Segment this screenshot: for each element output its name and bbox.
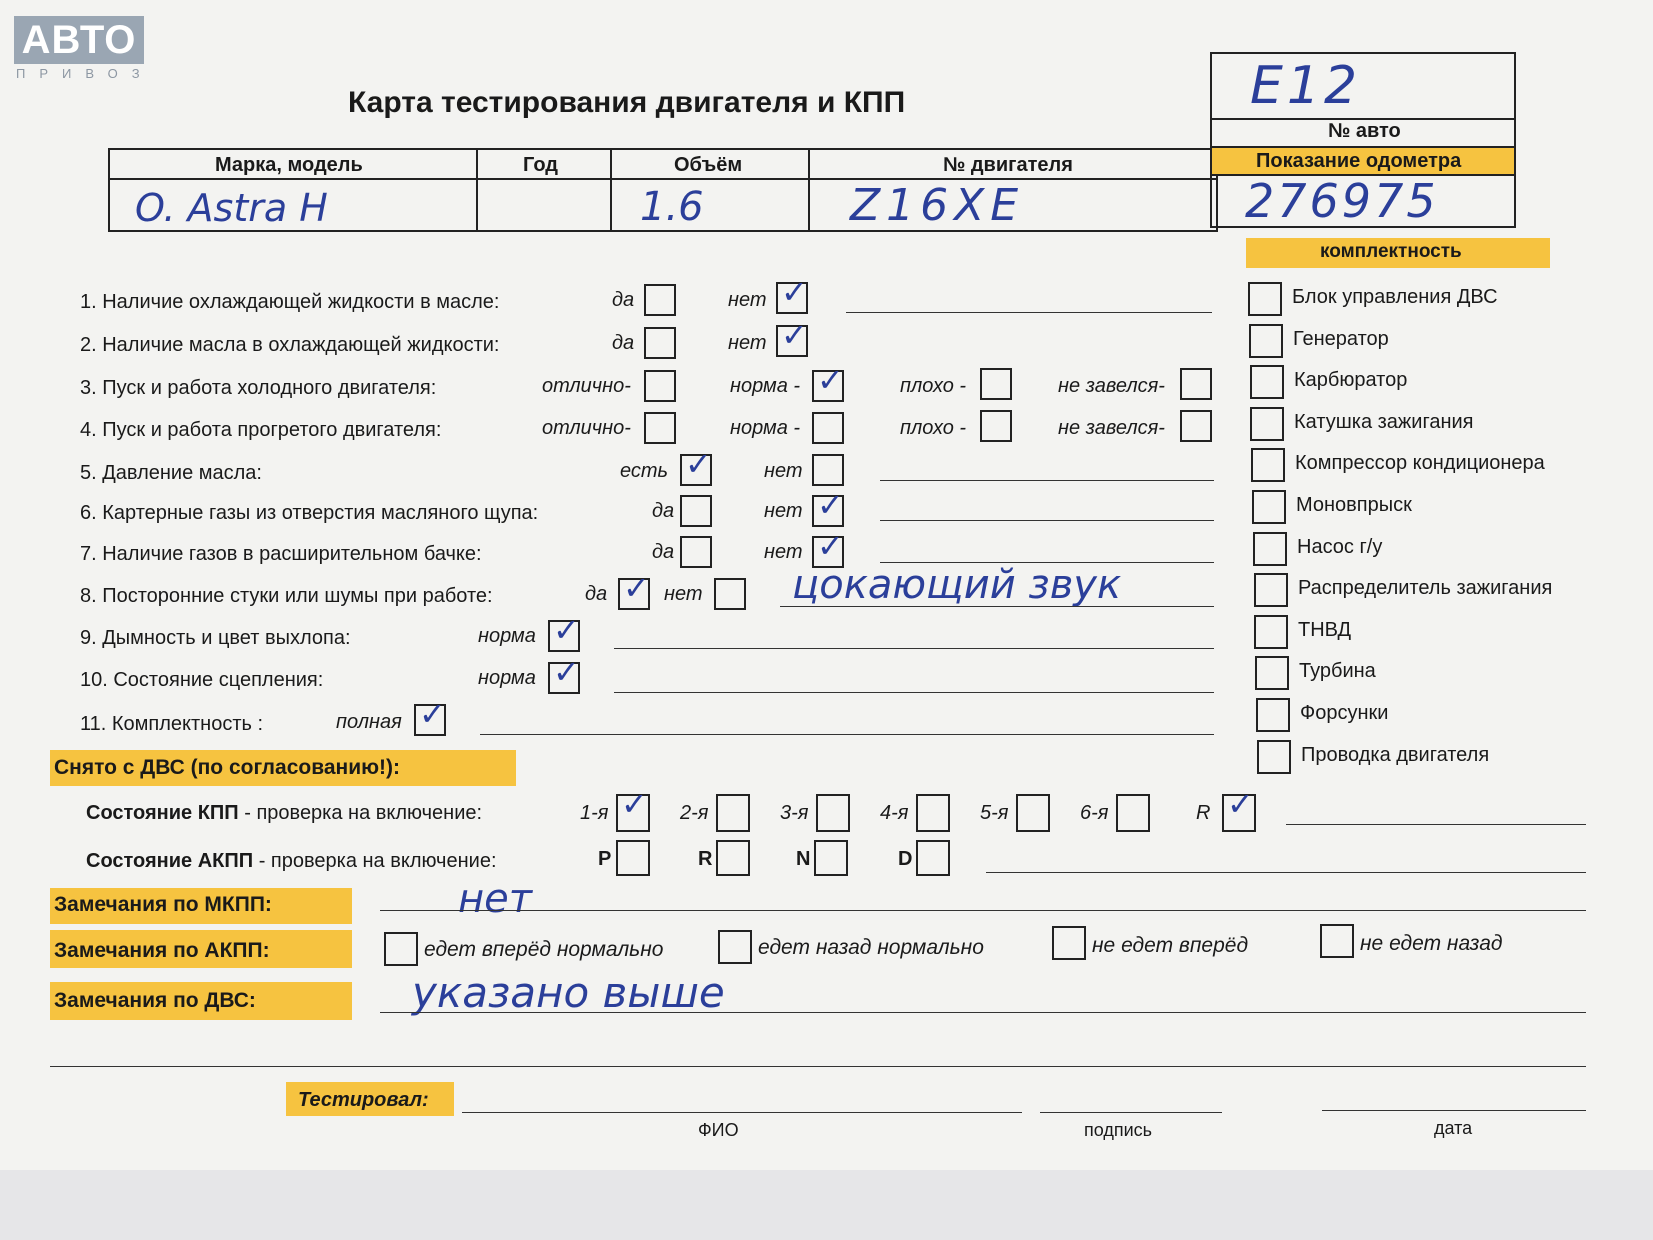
kit-item-label: ТНВД [1298, 618, 1352, 641]
checkmark-icon: ✓ [817, 361, 844, 399]
kit-item-checkbox[interactable] [1252, 490, 1286, 524]
q8-note-value: цокающий звук [792, 562, 1122, 608]
q2-label: 2. Наличие масла в охлаждающей жидкости: [80, 334, 500, 356]
kit-item-checkbox[interactable] [1248, 282, 1282, 316]
gear-label: 1-я [580, 802, 609, 824]
q4-label: 4. Пуск и работа прогретого двигателя: [80, 419, 442, 441]
dvs-remarks-value: указано выше [412, 968, 725, 1017]
q11-full-checkbox[interactable] [414, 695, 446, 736]
akpp-label: Состояние АКПП - проверка на включение: [86, 850, 497, 872]
col-engine: № двигателя [943, 154, 1073, 176]
q8-opt-no: нет [664, 583, 703, 605]
akpp-no-forward-label: не едет вперёд [1092, 934, 1249, 957]
akpp-mode-checkbox[interactable] [616, 840, 650, 876]
q5-opt-yes: есть [620, 460, 669, 482]
kit-item-checkbox[interactable] [1256, 698, 1290, 732]
kpp-notes-line [1286, 824, 1586, 825]
akpp-mode-label: N [796, 848, 811, 870]
q7-opt-no: нет [764, 541, 803, 563]
q3-bad-checkbox[interactable] [980, 368, 1012, 400]
q9-label: 9. Дымность и цвет выхлопа: [80, 627, 351, 649]
akpp-reverse-ok-label: едет назад нормально [758, 936, 984, 959]
q9-notes-line [614, 648, 1214, 649]
checkmark-icon: ✓ [419, 695, 446, 733]
dvs-remarks-label: Замечания по ДВС: [54, 989, 256, 1012]
gear-label: 4-я [880, 802, 909, 824]
q11-notes-line [480, 734, 1214, 735]
q3-opt-normal: норма - [730, 375, 801, 397]
q9-opt-normal: норма [478, 625, 536, 647]
fio-caption: ФИО [698, 1120, 739, 1140]
gear-checkbox[interactable] [1116, 794, 1150, 832]
q1-notes-line [846, 312, 1212, 313]
q3-excellent-checkbox[interactable] [644, 370, 676, 402]
date-caption: дата [1434, 1118, 1473, 1138]
q2-no-checkbox[interactable] [776, 316, 808, 357]
card-title: Карта тестирования двигателя и КПП [348, 86, 906, 119]
dvs-remarks-line [380, 1012, 1586, 1013]
q3-opt-excellent: отлично- [542, 375, 631, 397]
kit-item-checkbox[interactable] [1250, 407, 1284, 441]
gear-label: 2-я [680, 802, 709, 824]
mkpp-remarks-value: нет [458, 876, 533, 922]
akpp-mode-label: P [598, 848, 612, 870]
kit-item-label: Насос г/у [1297, 535, 1383, 558]
q2-opt-no: нет [728, 332, 767, 354]
model-value: O. Astra H [135, 186, 328, 230]
akpp-no-reverse-label: не едет назад [1360, 932, 1503, 955]
akpp-forward-ok-label: едет вперёд нормально [424, 938, 664, 961]
mkpp-remarks-label: Замечания по МКПП: [54, 893, 272, 916]
kit-item-checkbox[interactable] [1249, 324, 1283, 358]
mkpp-remarks-line [380, 910, 1586, 911]
q5-notes-line [880, 480, 1214, 481]
akpp-mode-label: D [898, 848, 913, 870]
q1-opt-yes: да [612, 289, 635, 311]
kit-item-label: Блок управления ДВС [1292, 286, 1498, 308]
table-col-divider [476, 148, 478, 232]
q2-opt-yes: да [612, 332, 635, 354]
gear-checkbox[interactable] [816, 794, 850, 832]
kit-item-checkbox[interactable] [1254, 615, 1288, 649]
q8-label: 8. Посторонние стуки или шумы при работе: [80, 585, 493, 607]
q4-opt-bad: плохо - [900, 417, 967, 439]
q11-opt-full: полная [336, 711, 402, 733]
gear-checkbox[interactable] [1016, 794, 1050, 832]
checkmark-icon: ✓ [781, 316, 808, 354]
fio-line [462, 1112, 1022, 1113]
q10-label: 10. Состояние сцепления: [80, 669, 324, 691]
odometer-value: 276975 [1245, 174, 1439, 228]
q3-normal-checkbox[interactable] [812, 361, 844, 402]
volume-value: 1.6 [640, 184, 704, 230]
akpp-no-reverse-checkbox[interactable] [1320, 924, 1354, 958]
q10-opt-normal: норма [478, 667, 536, 689]
gear-label: R [1196, 802, 1211, 824]
q3-label: 3. Пуск и работа холодного двигателя: [80, 377, 437, 399]
q1-no-checkbox[interactable] [776, 273, 808, 314]
q3-opt-bad: плохо - [900, 375, 967, 397]
checkmark-icon: ✓ [621, 785, 648, 823]
col-model: Марка, модель [215, 154, 363, 176]
box-divider [1210, 146, 1516, 148]
q4-opt-nostart: не завелся- [1058, 417, 1165, 439]
q4-bad-checkbox[interactable] [980, 410, 1012, 442]
q6-label: 6. Картерные газы из отверстия масляного щупа: [80, 502, 539, 524]
q9-normal-checkbox[interactable] [548, 611, 580, 652]
table-row-divider [108, 178, 1218, 180]
kit-item-label: Моновпрыск [1296, 494, 1412, 516]
q10-notes-line [614, 692, 1214, 693]
q2-yes-checkbox[interactable] [644, 327, 676, 359]
kit-item-label: Генератор [1293, 327, 1389, 350]
akpp-notes-line [986, 872, 1586, 873]
kit-item-label: Форсунки [1300, 702, 1389, 724]
q4-excellent-checkbox[interactable] [644, 412, 676, 444]
checkmark-icon: ✓ [553, 653, 580, 691]
gear-checkbox[interactable] [916, 794, 950, 832]
q1-yes-checkbox[interactable] [644, 284, 676, 316]
q4-normal-checkbox[interactable] [812, 412, 844, 444]
q5-label: 5. Давление масла: [80, 462, 262, 484]
gear-checkbox[interactable] [616, 785, 650, 832]
akpp-reverse-ok-checkbox[interactable] [718, 930, 752, 964]
kit-item-checkbox[interactable] [1257, 740, 1291, 774]
akpp-no-forward-checkbox[interactable] [1052, 926, 1086, 960]
checkmark-icon: ✓ [553, 611, 580, 649]
akpp-remarks-label: Замечания по АКПП: [54, 939, 270, 962]
kit-item-checkbox[interactable] [1250, 365, 1284, 399]
q6-opt-no: нет [764, 500, 803, 522]
q11-label: 11. Комплектность : [80, 713, 264, 735]
checkmark-icon: ✓ [817, 486, 844, 524]
removed-label: Снято с ДВС (по согласованию!): [54, 756, 401, 779]
akpp-forward-ok-checkbox[interactable] [384, 932, 418, 966]
q8-yes-checkbox[interactable] [618, 569, 650, 610]
table-col-divider [808, 148, 810, 232]
gear-label: 5-я [980, 802, 1009, 824]
q5-no-checkbox[interactable] [812, 454, 844, 486]
checkmark-icon: ✓ [623, 569, 650, 607]
q10-normal-checkbox[interactable] [548, 653, 580, 694]
kit-item-label: Распределитель зажигания [1298, 577, 1553, 600]
gear-label: 6-я [1080, 802, 1109, 824]
avto-privoz-logo: АВТО [14, 16, 144, 64]
q4-opt-excellent: отлично- [542, 417, 631, 439]
q7-opt-yes: да [652, 541, 675, 563]
akpp-mode-checkbox[interactable] [916, 840, 950, 876]
akpp-mode-label: R [698, 848, 713, 870]
q6-notes-line [880, 520, 1214, 521]
q7-label: 7. Наличие газов в расширительном бачке: [80, 543, 482, 565]
car-number-value: E12 [1250, 56, 1362, 116]
q1-opt-no: нет [728, 289, 767, 311]
q7-yes-checkbox[interactable] [680, 536, 712, 568]
scan-margin [0, 1170, 1653, 1240]
akpp-mode-checkbox[interactable] [814, 840, 848, 876]
kit-item-label: Катушка зажигания [1294, 410, 1474, 433]
q6-no-checkbox[interactable] [812, 486, 844, 527]
q8-notes-line [780, 606, 1214, 607]
checkmark-icon: ✓ [1227, 785, 1254, 823]
checkmark-icon: ✓ [685, 445, 712, 483]
q8-opt-yes: да [585, 583, 608, 605]
odometer-label: Показание одометра [1256, 150, 1462, 172]
table-col-divider [610, 148, 612, 232]
col-volume: Объём [674, 154, 743, 176]
gear-label: 3-я [780, 802, 809, 824]
extra-remarks-line [50, 1066, 1586, 1067]
kit-item-checkbox[interactable] [1253, 532, 1287, 566]
q5-yes-checkbox[interactable] [680, 445, 712, 486]
q4-nostart-checkbox[interactable] [1180, 410, 1212, 442]
q6-yes-checkbox[interactable] [680, 495, 712, 527]
kit-title: комплектность [1320, 241, 1462, 262]
q5-opt-no: нет [764, 460, 803, 482]
q8-no-checkbox[interactable] [714, 578, 746, 610]
gear-checkbox[interactable] [716, 794, 750, 832]
col-year: Год [523, 154, 558, 176]
kit-item-checkbox[interactable] [1251, 448, 1285, 482]
tested-label: Тестировал: [298, 1089, 429, 1111]
kit-item-checkbox[interactable] [1255, 656, 1289, 690]
car-number-label: № авто [1328, 120, 1401, 142]
checkmark-icon: ✓ [781, 273, 808, 311]
q6-opt-yes: да [652, 500, 675, 522]
signature-line [1040, 1112, 1222, 1113]
q3-opt-nostart: не завелся- [1058, 375, 1165, 397]
checkmark-icon: ✓ [817, 527, 844, 565]
engine-number-value: Z16XE [850, 180, 1025, 231]
date-line [1322, 1110, 1586, 1111]
akpp-mode-checkbox[interactable] [716, 840, 750, 876]
kit-item-label: Проводка двигателя [1301, 743, 1490, 766]
logo-subtitle: ПРИВОЗ [16, 66, 154, 81]
q1-label: 1. Наличие охлаждающей жидкости в масле: [80, 291, 500, 313]
kpp-label: Состояние КПП - проверка на включение: [86, 802, 483, 824]
kit-item-checkbox[interactable] [1254, 573, 1288, 607]
kit-item-label: Турбина [1299, 660, 1376, 683]
signature-caption: подпись [1084, 1120, 1153, 1140]
q4-opt-normal: норма - [730, 417, 801, 439]
kit-item-label: Компрессор кондиционера [1295, 452, 1545, 475]
gear-checkbox[interactable] [1222, 785, 1256, 832]
q3-nostart-checkbox[interactable] [1180, 368, 1212, 400]
kit-item-label: Карбюратор [1294, 369, 1408, 392]
